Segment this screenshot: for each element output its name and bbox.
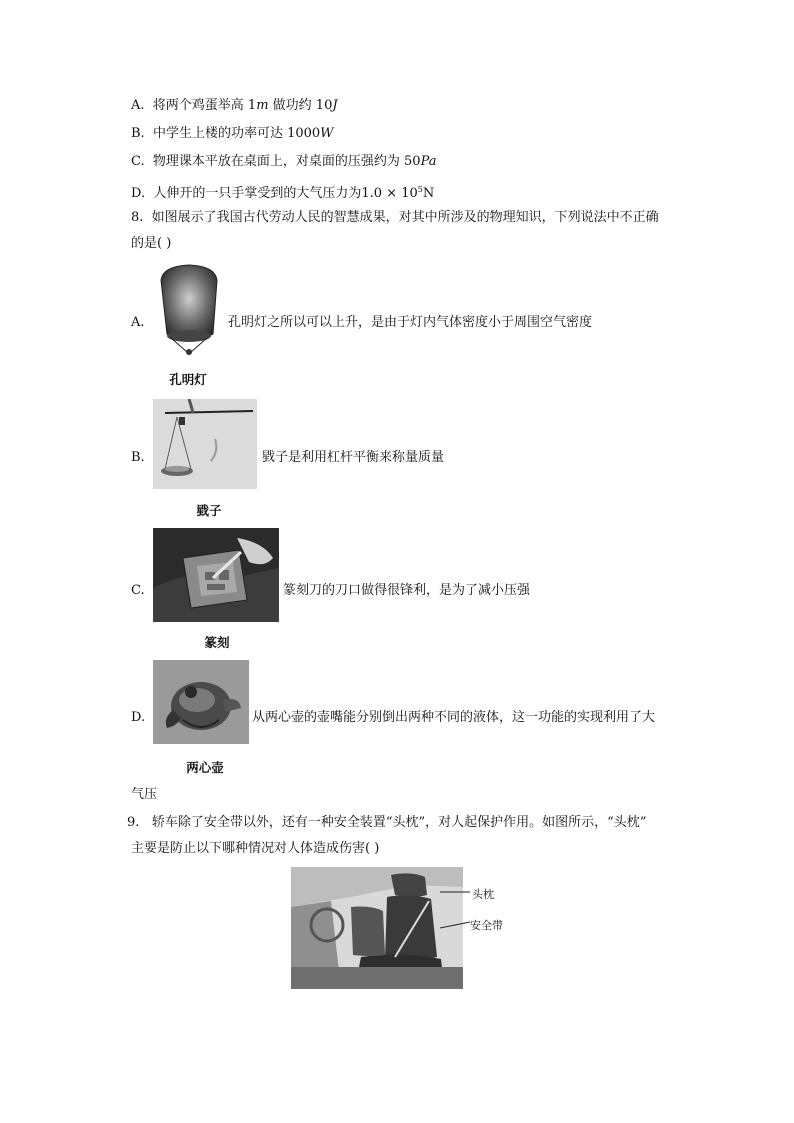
option-letter: B. [131,126,145,141]
question-number: 9. [127,815,140,830]
option-text: 物理课本平放在桌面上，对桌面的压强约为 50 [152,154,421,169]
q8-option-b-letter: B. [131,450,145,465]
kongming-lantern-image [153,262,225,360]
q7-option-a [131,97,338,115]
option-text: 中学生上楼的功率可达 1000 [152,126,321,141]
unit: Pa [420,154,437,169]
steelyard-caption: 戥子 [196,503,222,518]
steelyard-image [153,399,257,489]
q8-stem-line2 [131,235,171,253]
option-text: 人伸开的一只手掌受到的大气压力为1.0 × 10 [153,186,418,201]
q7-option-d [131,181,434,203]
option-text: 将两个鸡蛋举高 1 [152,98,257,113]
q9-stem-line1 [127,814,646,832]
option-letter: A. [131,98,145,113]
seatbelt-label: 安全带 [470,919,503,932]
q8-option-d-continuation: 气压 [131,787,158,802]
unit: J [332,98,338,113]
q8-option-c-letter: C. [131,583,145,598]
pot-caption: 两心壶 [186,760,224,775]
seal-caption: 篆刻 [204,635,230,650]
question-text: 主要是防止以下哪种情况对人体造成伤害( ) [131,841,380,856]
q8-option-a-text: 孔明灯之所以可以上升，是由于灯内气体密度小于周围空气密度 [228,315,593,330]
question-number: 8. [131,210,144,225]
seal-carving-image [153,528,279,622]
two-heart-pot-image [153,660,249,744]
exponent: 5 [417,185,423,194]
question-text: 如图展示了我国古代劳动人民的智慧成果，对其中所涉及的物理知识，下列说法中不正确 [151,210,659,225]
q9-stem-line2 [131,840,379,858]
q8-stem-line1 [131,209,659,227]
question-text: 的是( ) [131,236,172,251]
q8-option-c-text: 篆刻刀的刀口做得很锋利，是为了减小压强 [283,583,531,598]
option-letter: D. [131,186,146,201]
option-text-mid: 做功约 10 [268,98,333,113]
q7-option-b [131,125,334,143]
unit: W [320,126,334,141]
headrest-label: 头枕 [472,888,494,901]
unit: m [256,98,269,113]
q8-option-a-letter: A. [131,315,145,330]
unit: N [422,186,435,201]
car-seat-image [291,867,463,989]
option-letter: C. [131,154,145,169]
q8-option-d-text: 从两心壶的壶嘴能分别倒出两种不同的液体，这一功能的实现利用了大 [252,710,656,725]
q7-option-c [131,153,437,171]
question-text: 轿车除了安全带以外，还有一种安全装置“头枕”，对人起保护作用。如图所示，“头枕” [151,815,647,830]
q8-option-b-text: 戥子是利用杠杆平衡来称量质量 [262,450,445,465]
q8-option-d-letter: D. [131,710,146,725]
lantern-caption: 孔明灯 [169,372,207,387]
